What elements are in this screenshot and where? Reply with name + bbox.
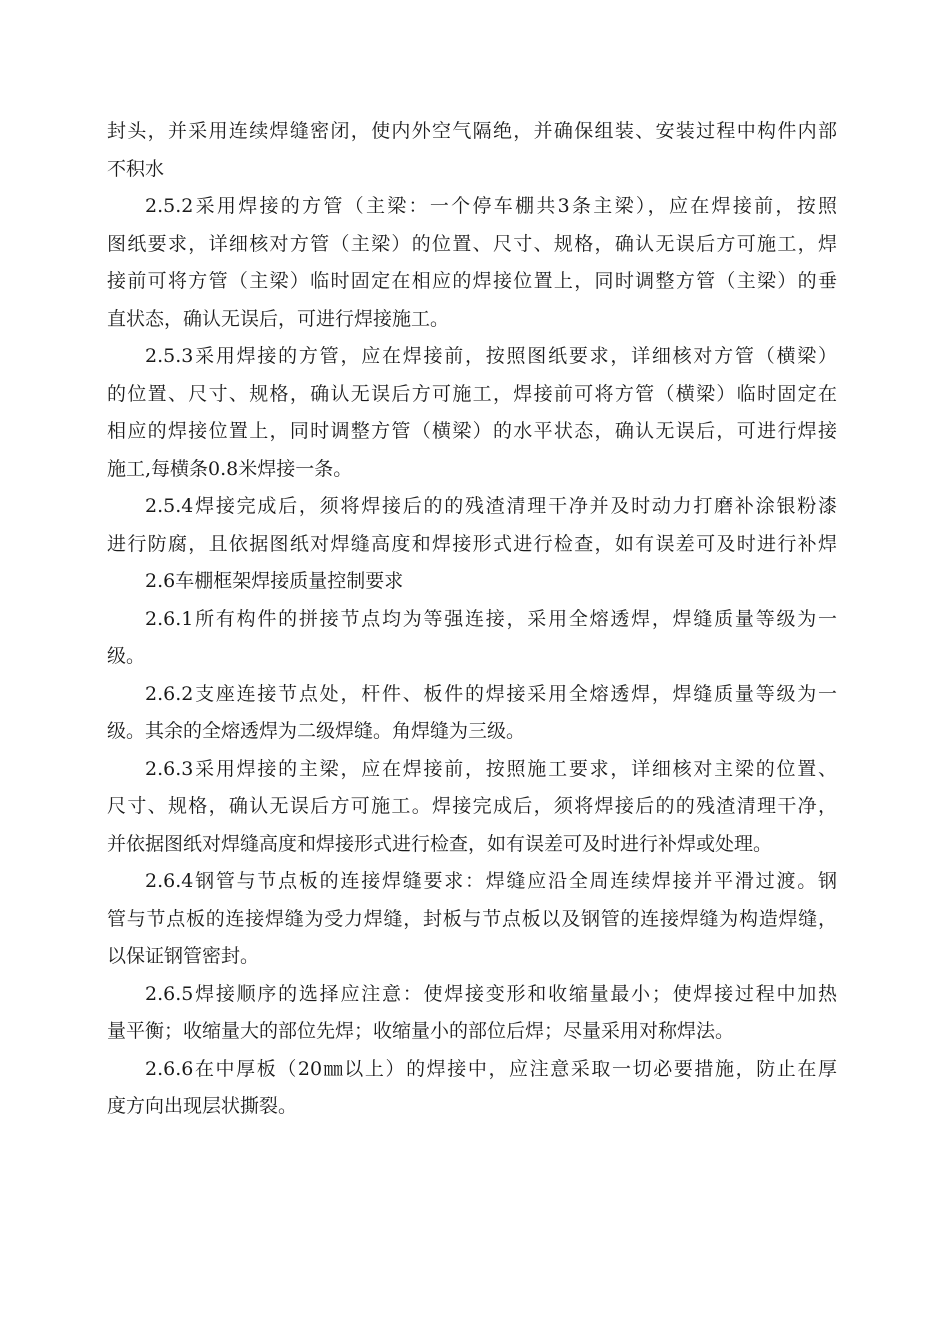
paragraph-2-6-3 xyxy=(107,751,837,864)
text-line: 2.6.6在中厚板（20㎜以上）的焊接中，应注意采取一切必要措施，防止在厚 xyxy=(145,1057,837,1080)
text-line: 2.5.3采用焊接的方管，应在焊接前，按照图纸要求，详细核对方管（横梁） xyxy=(145,345,837,367)
paragraph-2-5-2 xyxy=(107,188,837,338)
paragraph-2-6-6 xyxy=(107,1051,837,1126)
text-line: 不积水 xyxy=(107,157,165,180)
text-line: 2.6.1所有构件的拼接节点均为等强连接，采用全熔透焊，焊缝质量等级为一 xyxy=(145,607,837,630)
text-line: 量平衡；收缩量大的部位先焊；收缩量小的部位后焊；尽量采用对称焊法。 xyxy=(107,1020,735,1042)
text-line: 度方向出现层状撕裂。 xyxy=(107,1095,298,1117)
section-heading-2-6 xyxy=(107,563,837,601)
text-line: 2.6.3采用焊接的主梁，应在焊接前，按照施工要求，详细核对主梁的位置、 xyxy=(145,757,837,780)
text-line: 图纸要求，详细核对方管（主梁）的位置、尺寸、规格，确认无误后方可施工，焊 xyxy=(107,232,837,255)
paragraph-2-6-4 xyxy=(107,863,837,976)
paragraph-2-6-5 xyxy=(107,976,837,1051)
text-line: 直状态，确认无误后，可进行焊接施工。 xyxy=(107,307,450,330)
section-heading-text: 2.6车棚框架焊接质量控制要求 xyxy=(145,570,404,592)
text-line: 级。其余的全熔透焊为二级焊缝。角焊缝为三级。 xyxy=(107,720,526,742)
text-line: 并依据图纸对焊缝高度和焊接形式进行检查，如有误差可及时进行补焊或处理。 xyxy=(107,832,773,855)
text-line: 2.5.2采用焊接的方管（主梁：一个停车棚共3条主梁），应在焊接前，按照 xyxy=(145,195,837,217)
paragraph-2-5-3 xyxy=(107,338,837,488)
text-line: 进行防腐，且依据图纸对焊缝高度和焊接形式进行检查，如有误差可及时进行补焊 xyxy=(107,532,837,555)
text-line: 尺寸、规格，确认无误后方可施工。焊接完成后，须将焊接后的的残渣清理干净， xyxy=(107,795,837,817)
text-line: 以保证钢管密封。 xyxy=(107,945,260,967)
text-line: 2.6.5焊接顺序的选择应注意：使焊接变形和收缩量最小；使焊接过程中加热 xyxy=(145,982,837,1005)
text-line: 管与节点板的连接焊缝为受力焊缝，封板与节点板以及钢管的连接焊缝为构造焊缝， xyxy=(107,907,837,930)
text-line: 接前可将方管（主梁）临时固定在相应的焊接位置上，同时调整方管（主梁）的垂 xyxy=(107,270,837,292)
paragraph-continuation xyxy=(107,113,837,188)
document-body xyxy=(107,113,837,1126)
text-line: 2.6.2支座连接节点处，杆件、板件的焊接采用全熔透焊，焊缝质量等级为一 xyxy=(145,682,837,705)
text-line: 2.5.4焊接完成后，须将焊接后的的残渣清理干净并及时动力打磨补涂银粉漆 xyxy=(145,495,837,517)
paragraph-2-5-4 xyxy=(107,488,837,563)
text-line: 封头，并采用连续焊缝密闭，使内外空气隔绝，并确保组装、安装过程中构件内部 xyxy=(107,120,837,142)
text-line: 2.6.4钢管与节点板的连接焊缝要求：焊缝应沿全周连续焊接并平滑过渡。钢 xyxy=(145,870,837,892)
text-line: 相应的焊接位置上，同时调整方管（横梁）的水平状态，确认无误后，可进行焊接 xyxy=(107,420,837,442)
text-line: 施工,每横条0.8米焊接一条。 xyxy=(107,457,353,480)
paragraph-2-6-2 xyxy=(107,676,837,751)
text-line: 的位置、尺寸、规格，确认无误后方可施工，焊接前可将方管（横梁）临时固定在 xyxy=(107,382,837,405)
text-line: 级。 xyxy=(107,645,146,667)
paragraph-2-6-1 xyxy=(107,601,837,676)
